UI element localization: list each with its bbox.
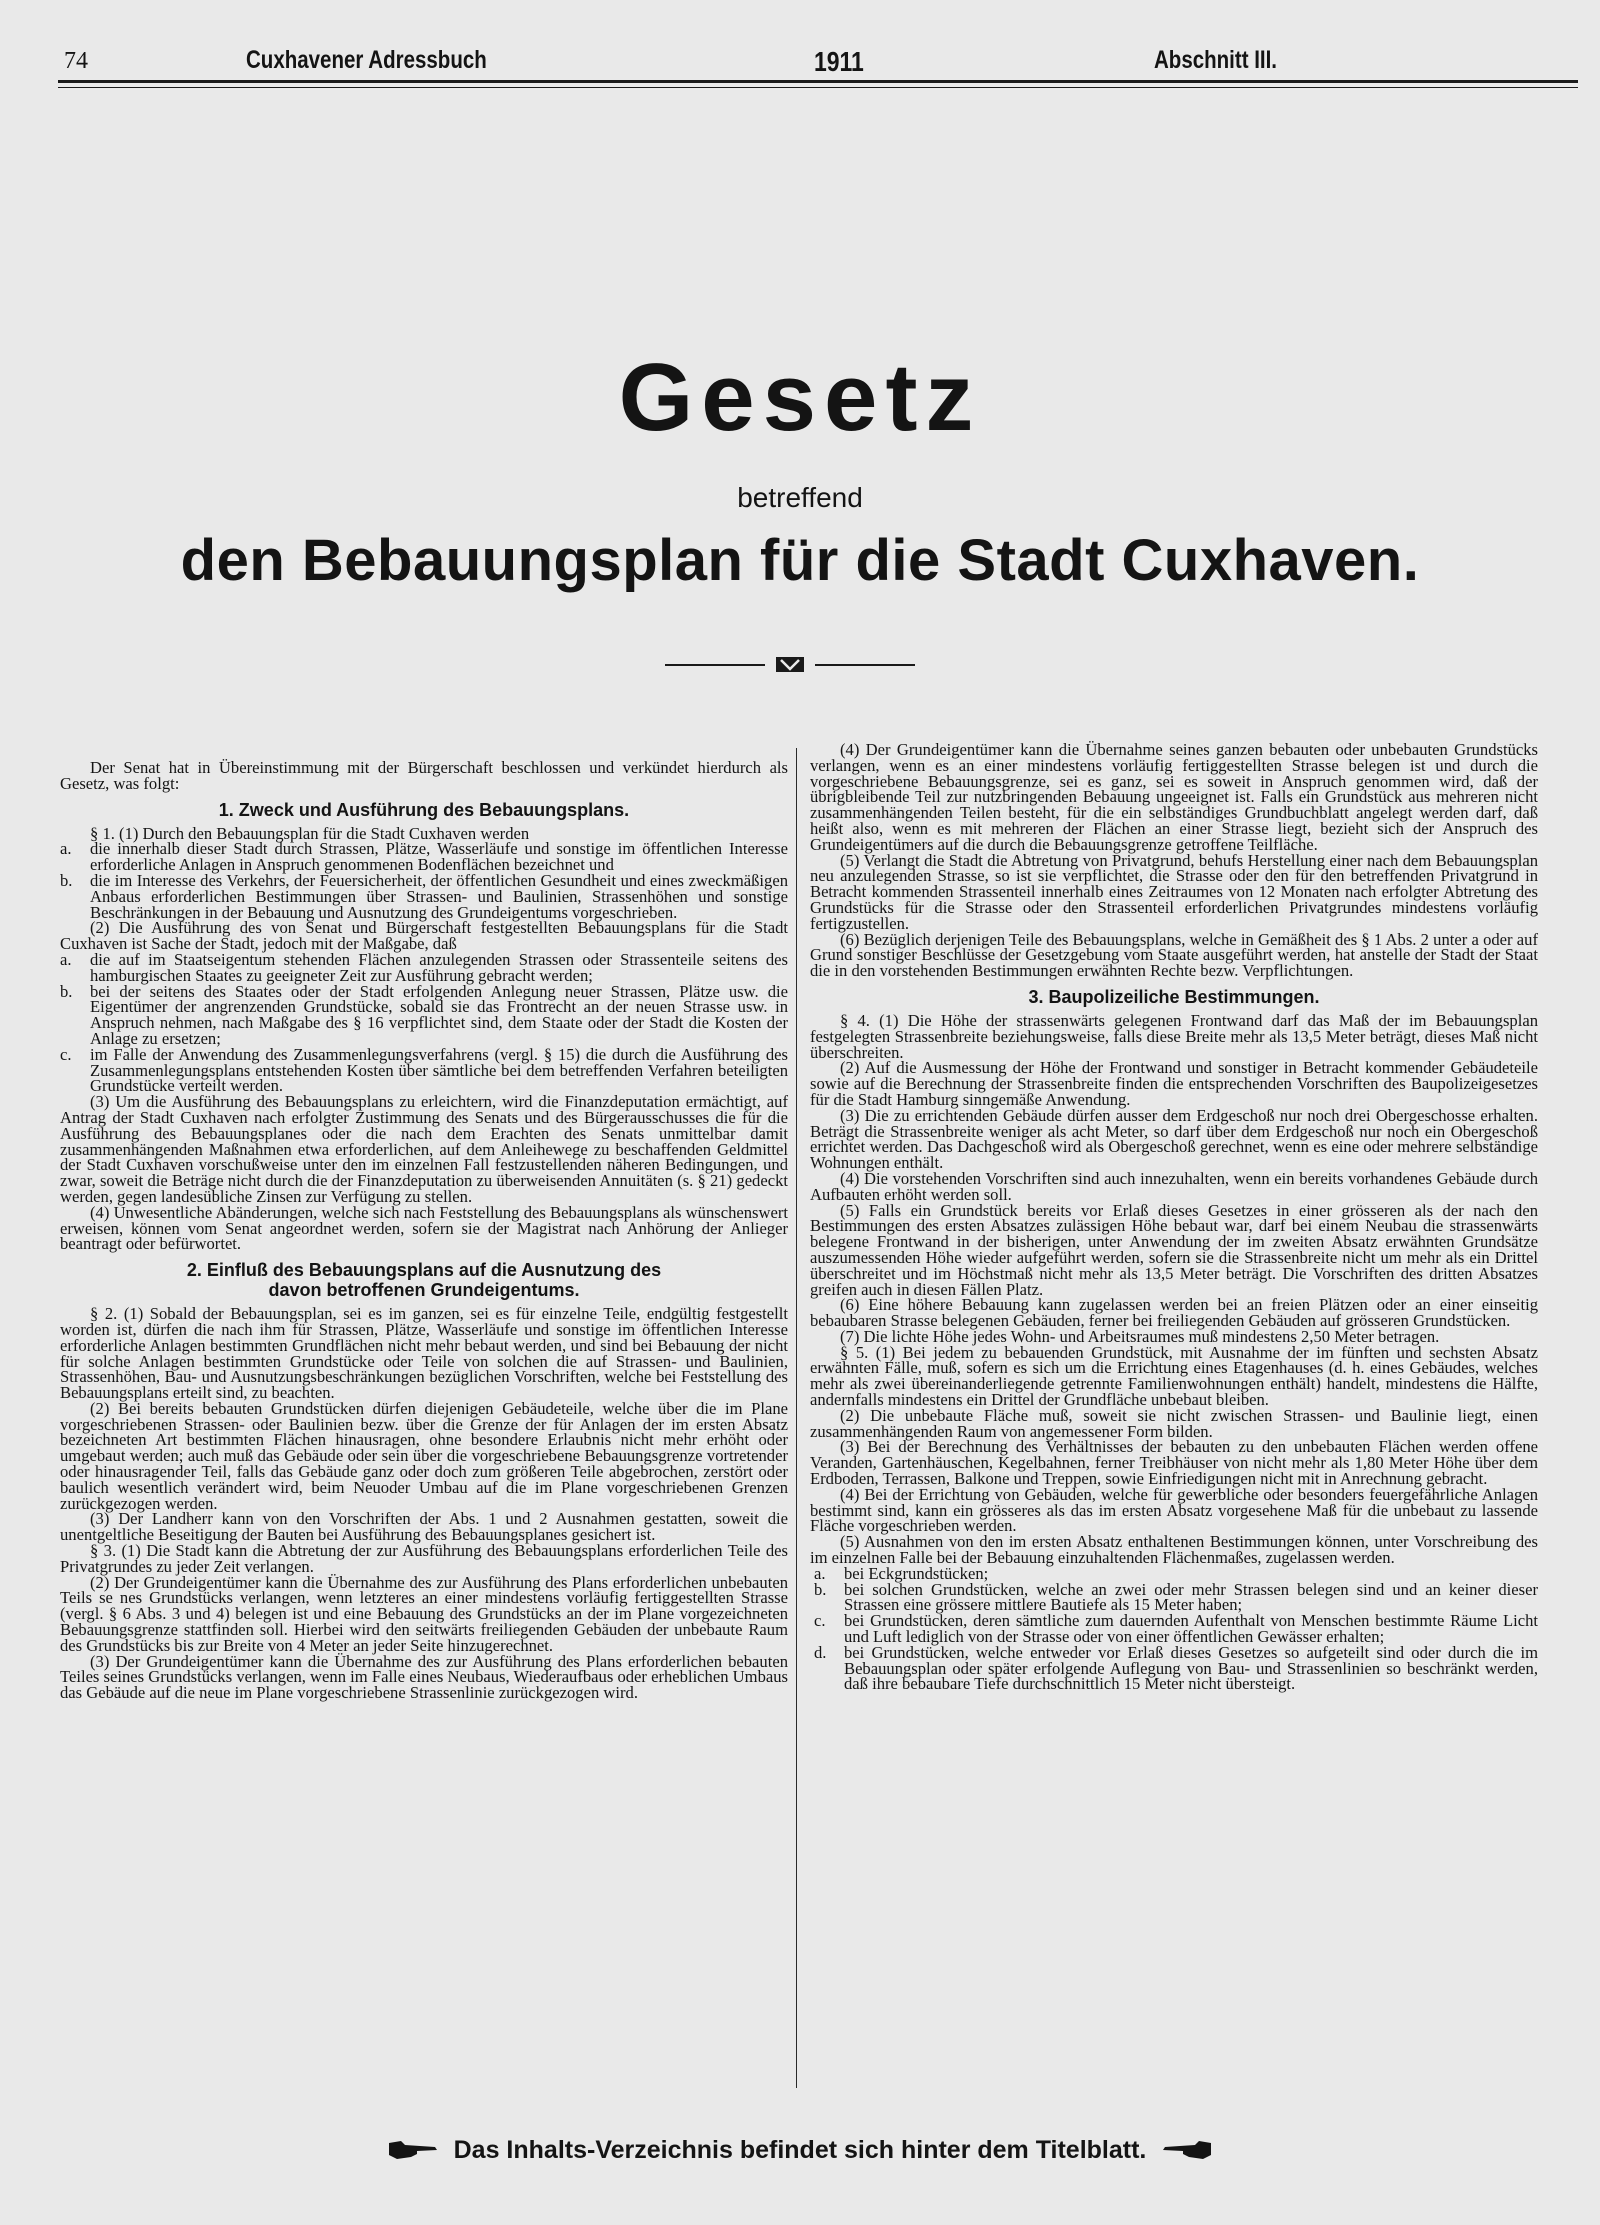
paragraph: (2) Auf die Ausmessung der Höhe der Frontwand und sonstiger in Betracht kommender Gebäudeteile sowie auf die Berechnung der Strassenbreite finden die entsprechenden Vorschriften des Baupolizeigesetzes für die Stadt Hamburg sinngemäße Anwendung. [810, 1058, 1538, 1109]
title-subheading: betreffend [737, 482, 863, 513]
paragraph: (2) Der Grundeigentümer kann die Übernahme des zur Ausführung des Plans erforderlichen unbebauten Teils se nes Grundstücks verlangen, wenn letzteres an einer mindestens vorläufig fertiggestellten Strasse (vergl. § 6 Abs. 3 und 4) belegen ist und eine Bebauung des Grundstücks an der im Plane vorgezeichneten Bebauungsgrenze stattfinden soll. Hierbei wird den seitwärts freiliegenden Gebäuden der unbebaute Raum des Grundstücks bis zur Breite von 4 Meter an jeder Seite hinzugerechnet. [60, 1572, 788, 1655]
pointing-hand-right-icon [387, 2137, 439, 2163]
list-text: bei der seitens des Staates oder der Stadt erfolgenden Anlegung neuer Strassen, Plätze usw. die Eigentümer der angrenzenden Grundstücke, sobald sie das Frontrecht an der neuen Strasse usw. in Anspruch nehmen, nach Maßgabe des § 16 verpflichtet sind, dem Staate oder der Stadt die Kosten der Anlage zu ersetzen; [90, 981, 788, 1048]
list-text: die im Interesse des Verkehrs, der Feuersicherheit, der öffentlichen Gesundheit und eines zweckmäßigen Anbaus erforderlichen Bestimmungen über Strassen- und Baulinien, Strassenhöhen und sonstige Beschränkungen in der Bebauung und Ausnutzung des Grundeigentums vorgeschrieben. [90, 870, 788, 922]
book-title: Cuxhavener Adressbuch [246, 46, 487, 74]
intro-paragraph: Der Senat hat in Übereinstimmung mit der Bürgerschaft beschlossen und verkündet hierdurch als Gesetz, was folgt: [60, 758, 788, 793]
paragraph: (3) Der Landherr kann von den Vorschriften der Abs. 1 und 2 Ausnahmen gestatten, soweit die unentgeltliche Beseitigung der Bauten bei Ausführung des Bebauungsplanes gesichert ist. [60, 1509, 788, 1545]
list-item [60, 949, 788, 985]
list-item [810, 1642, 1538, 1694]
paragraph: (3) Der Grundeigentümer kann die Übernahme des zur Ausführung des Plans erforderlichen bebauten Teiles seines Grundstücks verlangen, wenn im Falle eines Neubaus, Wiederaufbaus oder erheblichen Umbaus das Gebäude auf die neue im Plane vorgeschriebene Strassenlinie zurückgezogen wird. [60, 1651, 788, 1703]
list-label: a. [814, 1563, 826, 1583]
ornament-line-left [665, 664, 765, 666]
list-label: b. [60, 870, 73, 890]
paragraph: (3) Bei der Berechnung des Verhältnisses der bebauten zu den unbebauten Flächen werden offene Veranden, Gartenhäuschen, Kegelbahnen, ferner Treibhäuser von nicht mehr als 1,80 Meter Höhe über dem Erdboden, Terrassen, Balkone und Treppen, sowie Einfriedigungen nicht mit in Anrechnung gebracht. [810, 1437, 1538, 1489]
list-label: d. [814, 1642, 827, 1662]
ornament-line-right [815, 664, 915, 666]
section-heading-2 [60, 1260, 788, 1300]
list-label: b. [814, 1579, 827, 1599]
paragraph: (4) Bei der Errichtung von Gebäuden, welche für gewerbliche oder besonders feuergefährliche Anlagen bestimmt sind, kann ein grösseres als das im ersten Absatz vorgesehene Maß für die unbebaut zu lassende Fläche vorgeschrieben werden. [810, 1484, 1538, 1536]
title-subject: den Bebauungsplan für die Stadt Cuxhaven. [180, 528, 1420, 593]
paragraph: (5) Ausnahmen von den im ersten Absatz enthaltenen Bestimmungen können, unter Vorschreibung des im einzelnen Falle bei der Bebauung einzuhaltenden Flächenmaßes, zugelassen werden. [810, 1532, 1538, 1568]
section-heading-2-line2: davon betroffenen Grundeigentums. [268, 1280, 580, 1301]
title-ornament [665, 655, 915, 677]
list-item [810, 1613, 1538, 1645]
list-label: a. [60, 839, 72, 859]
paragraph: (5) Verlangt die Stadt die Abtretung von Privatgrund, behufs Herstellung einer nach dem Bebauungsplan neu anzulegenden Strasse, so ist sie verpflichtet, die Strasse oder den für den betreffenden Privatgrund in Betracht kommenden Strassenteil innerhalb eines Zeitraumes von 12 Monaten nach erfolgter Abtretung des Grundstücks für die Strasse oder den Strassenteil erforderlichen Privatgrundes mindestens vorläufig fertigzustellen. [810, 850, 1538, 933]
column-divider [796, 748, 797, 2088]
paragraph: (4) Unwesentliche Abänderungen, welche sich nach Feststellung des Bebauungsplans als wünschenswert erweisen, können vom Senat angeordnet werden, sofern sie der Magistrat nach Anhörung der Anlieger beantragt oder befürwortet. [60, 1202, 788, 1254]
document-title: Gesetz [618, 344, 982, 451]
paragraph: (6) Bezüglich derjenigen Teile des Bebauungsplans, welche in Gemäßheit des § 1 Abs. 2 unter a oder auf Grund sonstiger Beschlüsse der Gesetzgebung vom Staate ausgeführt werden, hat anstelle der Stadt der Staat die in den vorstehenden Bestimmungen erwähnten Rechte bezw. Verpflichtungen. [810, 929, 1538, 981]
list-label: b. [60, 981, 73, 1001]
section-label: Abschnitt III. [1154, 46, 1277, 74]
paragraph: (2) Bei bereits bebauten Grundstücken dürfen diejenigen Gebäudeteile, welche über die im Plane vorgeschriebenen Strassen- oder Baulinien bezw. über die Grenze der für Anlagen der im ersten Absatz bezeichneten Art bestimmten Flächen hinausragen, ohne besondere Erlaubnis nicht mehr erhöht oder umgebaut werden; auch muß das Gebäude oder sein über die vorgeschriebene Bebauungsgrenze vortretender oder hinausragender Teil, falls das Gebäude ganz oder doch zum größeren Teile abgebrochen, zerstört oder baulich wesentlich verändert wird, beim Neuoder Umbau auf die im Plane vorgeschriebenen Grenzen zurückgezogen werden. [60, 1398, 788, 1513]
paragraph: (3) Um die Ausführung des Bebauungsplans zu erleichtern, wird die Finanzdeputation ermächtigt, auf Antrag der Stadt Cuxhaven nach erfolgter Zustimmung des Senats und des Bürgerausschusses die für die Ausführung des Bebauungsplanes oder die nach dem Erachten des Senats unmittelbar damit zusammenhängenden Maßnahmen etwa erforderlichen, auf dem Anleihewege zu beschaffenden Geldmittel der Stadt Cuxhaven vorschußweise unter den im einzelnen Fall festzustellenden näheren Bedingungen, und zwar, soweit die Beträge nicht durch die der Finanzdeputation zu überweisenden Annuitäten (s. § 21) gedeckt werden, gegen landesübliche Zinsen zur Verfügung zu stellen. [60, 1092, 788, 1206]
list-text: bei Grundstücken, deren sämtliche zum dauernden Aufenthalt von Menschen bestimmte Räume Licht und Luft lediglich von der Strasse oder von einer öffentlichen Gewässer erhalten; [844, 1611, 1538, 1647]
list-label: c. [60, 1044, 72, 1064]
section-heading-3: 3. Baupolizeiliche Bestimmungen. [1028, 986, 1320, 1007]
paragraph: (3) Die zu errichtenden Gebäude dürfen ausser dem Erdgeschoß nur noch drei Obergeschosse erhalten. Beträgt die Strassenbreite weniger als acht Meter, so darf über dem Erdgeschoß nur noch ein Obergeschoß errichtet werden. Das Dachgeschoß wird als Obergeschoß gerechnet, wenn es eine oder mehrere selbständige Wohnungen enthält. [810, 1105, 1538, 1173]
list-text: im Falle der Anwendung des Zusammenlegungsverfahrens (vergl. § 15) die durch die Ausführung des Zusammenlegungsplans entstehenden Kosten über sämtliche bei dem betreffenden Verfahren beteiligten Grundstücke verteilt werden. [90, 1044, 788, 1096]
list-text: bei Grundstücken, welche entweder vor Erlaß dieses Gesetzes so aufgeteilt sind oder durch die im Bebauungsplan oder später erfolgende Auflegung von Bau- und Strassenlinien so beschränkt werden, daß ihre bebaubare Tiefe durchschnittlich 15 Meter nicht übersteigt. [844, 1642, 1538, 1694]
footer-notice [0, 2135, 1600, 2165]
header-rule-thin [58, 87, 1578, 88]
section-heading-1: 1. Zweck und Ausführung des Bebauungsplans. [218, 799, 630, 820]
paragraph: § 1. (1) Durch den Bebauungsplan für die Stadt Cuxhaven werden [90, 823, 530, 843]
list-item [810, 1579, 1538, 1615]
list-item [60, 1044, 788, 1096]
header-rule-thick [58, 80, 1578, 83]
paragraph: (4) Die vorstehenden Vorschriften sind auch innezuhalten, wenn ein bereits vorhandenes Gebäude durch Aufbauten erhöht werden soll. [810, 1168, 1538, 1204]
list-label: a. [60, 949, 72, 969]
list-text: bei solchen Grundstücken, welche an zwei oder mehr Strassen belegen sind und an keiner dieser Strassen eine grössere mittlere Bautiefe als 15 Meter haben; [844, 1579, 1538, 1615]
list-text: bei Eckgrundstücken; [844, 1563, 989, 1583]
running-header [58, 40, 1578, 76]
list-text: die innerhalb dieser Stadt durch Strassen, Plätze, Wasserläufe und sonstige im öffentlichen Interesse erforderliche Anlagen in Anspruch genommenen Bodenflächen bezeichnet und [90, 839, 788, 875]
right-column [810, 742, 1538, 1692]
paragraph: (7) Die lichte Höhe jedes Wohn- und Arbeitsraumes muß mindestens 2,50 Meter betragen. [840, 1326, 1440, 1346]
year: 1911 [814, 46, 864, 77]
paragraph: (6) Eine höhere Bebauung kann zugelassen werden bei an freien Plätzen oder an einer einseitig bebaubaren Strasse belegenen Gebäuden, ferner bei freiliegenden Gebäuden auf grösseren Grundstücken. [810, 1295, 1538, 1331]
paragraph: § 5. (1) Bei jedem zu bebauenden Grundstück, mit Ausnahme der im fünften und sechsten Absatz erwähnten Fälle, muß, sofern es sich um die Errichtung eines Etagenhauses (d. h. eines Gebäudes, welches mehr als zwei übereinanderliegende getrennte Familienwohnungen enthält) handelt, mindestens die Hälfte, andernfalls mindestens ein Drittel der Grundfläche unbebaut bleiben. [810, 1342, 1538, 1410]
paragraph: § 4. (1) Die Höhe der strassenwärts gelegenen Frontwand darf das Maß der im Bebauungsplan festgelegten Strassenbreite beziehungsweise, falls diese Breite mehr als 13,5 Meter beträgt, dieses Maß nicht überschreiten. [810, 1010, 1538, 1062]
list-text: die auf im Staatseigentum stehenden Flächen anzulegenden Strassen oder Strassenteile seitens des hamburgischen Staates zu geeigneter Zeit zur Ausführung gebracht werden; [90, 949, 788, 985]
page-number: 74 [64, 48, 88, 74]
footer-text: Das Inhalts-Verzeichnis befindet sich hinter dem Titelblatt. [453, 2135, 1147, 2164]
paragraph: (2) Die Ausführung des von Senat und Bürgerschaft festgestellten Bebauungsplans für die Stadt Cuxhaven ist Sache der Stadt, jedoch mit der Maßgabe, daß [60, 918, 788, 954]
left-column [60, 760, 788, 1701]
paragraph: (4) Der Grundeigentümer kann die Übernahme seines ganzen bebauten oder unbebauten Grundstücks verlangen, wenn es an einer mindestens vorläufig fertiggestellten Strasse belegen ist und durch die vorgeschriebene Bebauungsgrenze, sei es ganz, sei es soweit in Anspruch genommen wird, daß der übrigbleibende Teil zur nutzbringenden Bebauung ungeeignet ist. Falls ein Grundstück aus mehreren nicht zusammenhängenden Teilen besteht, für die ein selbständiges Grundbuchblatt angelegt werden darf, daß heißt also, wenn es mit mehreren der Flächen an einer Strasse liegt, bezieht sich der Anspruch des Grundeigentümers auf die durch die Bebauungsgrenze getroffene Teilfläche. [810, 740, 1538, 854]
ornament-mark-icon [775, 655, 805, 675]
list-label: c. [814, 1611, 826, 1631]
list-item [60, 841, 788, 873]
section-heading-2-line1: 2. Einfluß des Bebauungsplans auf die Ausnutzung des [186, 1260, 662, 1281]
paragraph: (5) Falls ein Grundstück bereits vor Erlaß dieses Gesetzes in einer grösseren als der nach den Bestimmungen des ersten Absatzes zulässigen Höhe bebaut war, darf bei einem Neubau die strassenwärts belegene Frontwand in der bisherigen, unter Anwendung der im zweiten Absatz erwähnten Grundsätze auszumessenden Höhe wieder aufgeführt werden, sofern sie die Strassenbreite nicht um mehr als ein Drittel überschreitet und im Höchstmaß nicht mehr als 13,5 Meter beträgt. Die Vorschriften des dritten Absatzes greifen auch in diesen Fällen Platz. [810, 1200, 1538, 1299]
paragraph: § 3. (1) Die Stadt kann die Abtretung der zur Ausführung des Bebauungsplans erforderlichen Teile des Privatgrundes zu jeder Zeit verlangen. [60, 1541, 788, 1576]
pointing-hand-left-icon [1161, 2137, 1213, 2163]
paragraph: § 2. (1) Sobald der Bebauungsplan, sei es im ganzen, sei es für einzelne Teile, endgültig festgestellt worden ist, dürfen die nach ihm für Strassen, Plätze, Wasserläufe und sonstige im öffentlichen Interesse erforderliche Anlagen bestimmten Grundflächen nicht mehr bebaut werden, und sind bei Bebauung der nicht für solche Anlagen bestimmten Grundstücke oder Teile von solchen die auf Strassen- und Baulinien, Strassenhöhen, Bau- und Ausnutzungsbeschränkungen bezüglichen Vorschriften, welche bei Feststellung des Bebauungsplans erteilt sind, zu beachten. [60, 1304, 788, 1403]
title-block [0, 344, 1600, 593]
paragraph: (2) Die unbebaute Fläche muß, soweit sie nicht zwischen Strassen- und Baulinie liegt, einen zusammenhängenden Raum von angemessener Form bilden. [810, 1405, 1538, 1441]
list-item [60, 870, 788, 922]
list-item [60, 981, 788, 1048]
